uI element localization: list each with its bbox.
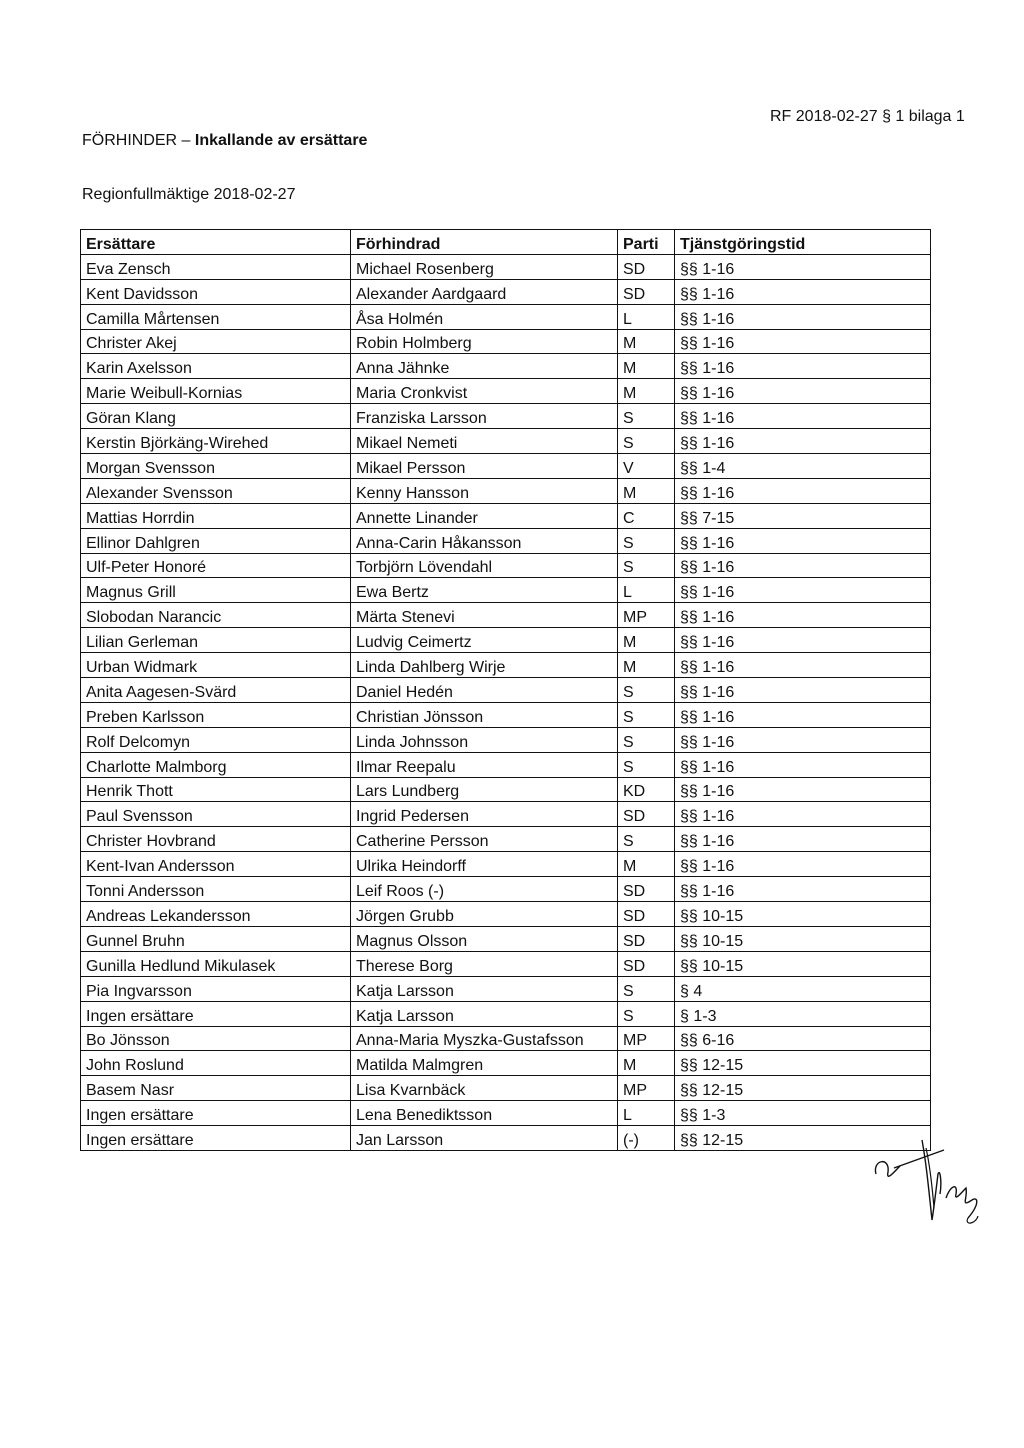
table-row <box>81 1076 931 1101</box>
cell-ersattare: Mattias Horrdin <box>81 503 351 528</box>
cell-forhindrad: Ewa Bertz <box>351 578 618 603</box>
cell-forhindrad: Åsa Holmén <box>351 304 618 329</box>
cell-parti: SD <box>618 926 675 951</box>
cell-ersattare: Göran Klang <box>81 404 351 429</box>
table-row <box>81 1051 931 1076</box>
cell-tjanstgoringstid: §§ 1-16 <box>675 528 931 553</box>
cell-ersattare: Slobodan Narancic <box>81 603 351 628</box>
cell-ersattare: Ingen ersättare <box>81 1126 351 1151</box>
cell-ersattare: Ellinor Dahlgren <box>81 528 351 553</box>
table-row <box>81 454 931 479</box>
column-header-ersattare: Ersättare <box>81 230 351 255</box>
cell-parti: M <box>618 653 675 678</box>
table-row <box>81 1026 931 1051</box>
cell-parti: L <box>618 1101 675 1126</box>
table-row <box>81 528 931 553</box>
cell-tjanstgoringstid: §§ 1-16 <box>675 379 931 404</box>
document-subtitle: Regionfullmäktige 2018-02-27 <box>82 186 296 203</box>
table-row <box>81 429 931 454</box>
table-row <box>81 1126 931 1151</box>
cell-forhindrad: Jan Larsson <box>351 1126 618 1151</box>
cell-tjanstgoringstid: §§ 1-16 <box>675 578 931 603</box>
cell-forhindrad: Ludvig Ceimertz <box>351 628 618 653</box>
table-row <box>81 777 931 802</box>
cell-tjanstgoringstid: §§ 7-15 <box>675 503 931 528</box>
cell-ersattare: Camilla Mårtensen <box>81 304 351 329</box>
cell-ersattare: Christer Hovbrand <box>81 827 351 852</box>
table-row <box>81 279 931 304</box>
cell-ersattare: Kent-Ivan Andersson <box>81 852 351 877</box>
document-reference: RF 2018-02-27 § 1 bilaga 1 <box>770 108 965 125</box>
cell-ersattare: Gunilla Hedlund Mikulasek <box>81 951 351 976</box>
cell-tjanstgoringstid: §§ 1-16 <box>675 304 931 329</box>
cell-parti: SD <box>618 254 675 279</box>
cell-ersattare: Lilian Gerleman <box>81 628 351 653</box>
cell-ersattare: Magnus Grill <box>81 578 351 603</box>
table-row <box>81 902 931 927</box>
cell-tjanstgoringstid: §§ 6-16 <box>675 1026 931 1051</box>
cell-ersattare: Henrik Thott <box>81 777 351 802</box>
cell-forhindrad: Lisa Kvarnbäck <box>351 1076 618 1101</box>
cell-forhindrad: Annette Linander <box>351 503 618 528</box>
table-row <box>81 553 931 578</box>
table-row <box>81 329 931 354</box>
cell-ersattare: Eva Zensch <box>81 254 351 279</box>
cell-parti: S <box>618 1001 675 1026</box>
cell-parti: MP <box>618 603 675 628</box>
cell-tjanstgoringstid: §§ 1-4 <box>675 454 931 479</box>
cell-parti: SD <box>618 877 675 902</box>
cell-tjanstgoringstid: §§ 1-16 <box>675 478 931 503</box>
cell-tjanstgoringstid: §§ 12-15 <box>675 1051 931 1076</box>
cell-tjanstgoringstid: § 1-3 <box>675 1001 931 1026</box>
cell-parti: S <box>618 827 675 852</box>
cell-parti: SD <box>618 279 675 304</box>
cell-tjanstgoringstid: §§ 1-16 <box>675 254 931 279</box>
table-row <box>81 727 931 752</box>
cell-parti: M <box>618 329 675 354</box>
table-row <box>81 976 931 1001</box>
cell-tjanstgoringstid: §§ 10-15 <box>675 926 931 951</box>
cell-forhindrad: Ingrid Pedersen <box>351 802 618 827</box>
cell-ersattare: Morgan Svensson <box>81 454 351 479</box>
cell-forhindrad: Michael Rosenberg <box>351 254 618 279</box>
cell-parti: S <box>618 528 675 553</box>
cell-parti: S <box>618 429 675 454</box>
cell-tjanstgoringstid: §§ 1-16 <box>675 827 931 852</box>
cell-parti: M <box>618 379 675 404</box>
table-row <box>81 926 931 951</box>
table-row <box>81 603 931 628</box>
cell-tjanstgoringstid: §§ 1-16 <box>675 727 931 752</box>
handwritten-signature <box>868 1138 988 1238</box>
cell-forhindrad: Jörgen Grubb <box>351 902 618 927</box>
cell-forhindrad: Franziska Larsson <box>351 404 618 429</box>
column-header-tjanstgoringstid: Tjänstgöringstid <box>675 230 931 255</box>
cell-ersattare: Anita Aagesen-Svärd <box>81 678 351 703</box>
cell-ersattare: Christer Akej <box>81 329 351 354</box>
table-header-row <box>81 230 931 255</box>
cell-tjanstgoringstid: §§ 12-15 <box>675 1126 931 1151</box>
cell-parti: M <box>618 1051 675 1076</box>
cell-tjanstgoringstid: §§ 10-15 <box>675 951 931 976</box>
cell-forhindrad: Matilda Malmgren <box>351 1051 618 1076</box>
title-prefix: FÖRHINDER – <box>82 132 195 149</box>
cell-ersattare: Rolf Delcomyn <box>81 727 351 752</box>
cell-forhindrad: Anna-Carin Håkansson <box>351 528 618 553</box>
cell-forhindrad: Maria Cronkvist <box>351 379 618 404</box>
table-row <box>81 1001 931 1026</box>
table-row <box>81 503 931 528</box>
cell-forhindrad: Christian Jönsson <box>351 702 618 727</box>
cell-forhindrad: Kenny Hansson <box>351 478 618 503</box>
cell-tjanstgoringstid: §§ 1-16 <box>675 877 931 902</box>
cell-forhindrad: Robin Holmberg <box>351 329 618 354</box>
column-header-forhindrad: Förhindrad <box>351 230 618 255</box>
cell-forhindrad: Leif Roos (-) <box>351 877 618 902</box>
cell-forhindrad: Mikael Nemeti <box>351 429 618 454</box>
cell-ersattare: Andreas Lekandersson <box>81 902 351 927</box>
cell-parti: S <box>618 678 675 703</box>
cell-parti: L <box>618 578 675 603</box>
cell-forhindrad: Catherine Persson <box>351 827 618 852</box>
table-row <box>81 379 931 404</box>
table-row <box>81 702 931 727</box>
table-row <box>81 752 931 777</box>
cell-parti: V <box>618 454 675 479</box>
table-row <box>81 478 931 503</box>
cell-ersattare: Ulf-Peter Honoré <box>81 553 351 578</box>
cell-forhindrad: Ilmar Reepalu <box>351 752 618 777</box>
title-bold: Inkallande av ersättare <box>194 132 368 149</box>
cell-tjanstgoringstid: §§ 1-16 <box>675 777 931 802</box>
cell-ersattare: Ingen ersättare <box>81 1101 351 1126</box>
cell-tjanstgoringstid: §§ 1-16 <box>675 429 931 454</box>
cell-parti: SD <box>618 951 675 976</box>
table-row <box>81 802 931 827</box>
cell-tjanstgoringstid: §§ 1-16 <box>675 802 931 827</box>
cell-ersattare: Kerstin Björkäng-Wirehed <box>81 429 351 454</box>
table-row <box>81 827 931 852</box>
cell-forhindrad: Torbjörn Lövendahl <box>351 553 618 578</box>
cell-ersattare: Charlotte Malmborg <box>81 752 351 777</box>
cell-ersattare: Urban Widmark <box>81 653 351 678</box>
cell-tjanstgoringstid: §§ 1-3 <box>675 1101 931 1126</box>
cell-tjanstgoringstid: §§ 1-16 <box>675 752 931 777</box>
cell-tjanstgoringstid: §§ 1-16 <box>675 678 931 703</box>
cell-parti: M <box>618 354 675 379</box>
cell-forhindrad: Linda Johnsson <box>351 727 618 752</box>
cell-forhindrad: Linda Dahlberg Wirje <box>351 653 618 678</box>
cell-tjanstgoringstid: §§ 1-16 <box>675 553 931 578</box>
table-row <box>81 578 931 603</box>
cell-ersattare: John Roslund <box>81 1051 351 1076</box>
cell-ersattare: Basem Nasr <box>81 1076 351 1101</box>
cell-tjanstgoringstid: §§ 12-15 <box>675 1076 931 1101</box>
cell-tjanstgoringstid: § 4 <box>675 976 931 1001</box>
cell-forhindrad: Anna Jähnke <box>351 354 618 379</box>
cell-parti: S <box>618 727 675 752</box>
substitutes-table <box>80 229 931 1151</box>
cell-parti: MP <box>618 1026 675 1051</box>
cell-parti: L <box>618 304 675 329</box>
table-row <box>81 852 931 877</box>
cell-forhindrad: Therese Borg <box>351 951 618 976</box>
cell-ersattare: Alexander Svensson <box>81 478 351 503</box>
cell-tjanstgoringstid: §§ 1-16 <box>675 852 931 877</box>
cell-parti: S <box>618 976 675 1001</box>
cell-forhindrad: Märta Stenevi <box>351 603 618 628</box>
cell-tjanstgoringstid: §§ 1-16 <box>675 329 931 354</box>
cell-forhindrad: Katja Larsson <box>351 976 618 1001</box>
cell-tjanstgoringstid: §§ 1-16 <box>675 354 931 379</box>
cell-tjanstgoringstid: §§ 1-16 <box>675 279 931 304</box>
table-row <box>81 653 931 678</box>
cell-ersattare: Tonni Andersson <box>81 877 351 902</box>
cell-ersattare: Marie Weibull-Kornias <box>81 379 351 404</box>
cell-forhindrad: Alexander Aardgaard <box>351 279 618 304</box>
cell-parti: S <box>618 702 675 727</box>
column-header-parti: Parti <box>618 230 675 255</box>
table-row <box>81 951 931 976</box>
cell-parti: S <box>618 553 675 578</box>
cell-forhindrad: Lars Lundberg <box>351 777 618 802</box>
cell-parti: M <box>618 628 675 653</box>
cell-forhindrad: Magnus Olsson <box>351 926 618 951</box>
cell-ersattare: Preben Karlsson <box>81 702 351 727</box>
cell-parti: (-) <box>618 1126 675 1151</box>
cell-tjanstgoringstid: §§ 1-16 <box>675 653 931 678</box>
cell-parti: S <box>618 752 675 777</box>
cell-tjanstgoringstid: §§ 1-16 <box>675 628 931 653</box>
cell-ersattare: Bo Jönsson <box>81 1026 351 1051</box>
cell-parti: MP <box>618 1076 675 1101</box>
table-row <box>81 877 931 902</box>
cell-parti: SD <box>618 902 675 927</box>
cell-forhindrad: Mikael Persson <box>351 454 618 479</box>
cell-tjanstgoringstid: §§ 1-16 <box>675 702 931 727</box>
cell-ersattare: Pia Ingvarsson <box>81 976 351 1001</box>
cell-parti: KD <box>618 777 675 802</box>
table-row <box>81 254 931 279</box>
cell-ersattare: Ingen ersättare <box>81 1001 351 1026</box>
cell-ersattare: Karin Axelsson <box>81 354 351 379</box>
table-row <box>81 304 931 329</box>
table-row <box>81 1101 931 1126</box>
cell-forhindrad: Daniel Hedén <box>351 678 618 703</box>
cell-forhindrad: Lena Benediktsson <box>351 1101 618 1126</box>
cell-ersattare: Paul Svensson <box>81 802 351 827</box>
cell-tjanstgoringstid: §§ 10-15 <box>675 902 931 927</box>
table-body <box>81 254 931 1150</box>
cell-parti: C <box>618 503 675 528</box>
cell-forhindrad: Ulrika Heindorff <box>351 852 618 877</box>
cell-ersattare: Gunnel Bruhn <box>81 926 351 951</box>
cell-parti: S <box>618 404 675 429</box>
table-row <box>81 628 931 653</box>
cell-ersattare: Kent Davidsson <box>81 279 351 304</box>
table-row <box>81 678 931 703</box>
cell-forhindrad: Katja Larsson <box>351 1001 618 1026</box>
cell-parti: SD <box>618 802 675 827</box>
table-row <box>81 404 931 429</box>
cell-forhindrad: Anna-Maria Myszka-Gustafsson <box>351 1026 618 1051</box>
table-row <box>81 354 931 379</box>
cell-tjanstgoringstid: §§ 1-16 <box>675 404 931 429</box>
cell-parti: M <box>618 852 675 877</box>
document-title <box>82 132 367 150</box>
cell-tjanstgoringstid: §§ 1-16 <box>675 603 931 628</box>
cell-parti: M <box>618 478 675 503</box>
